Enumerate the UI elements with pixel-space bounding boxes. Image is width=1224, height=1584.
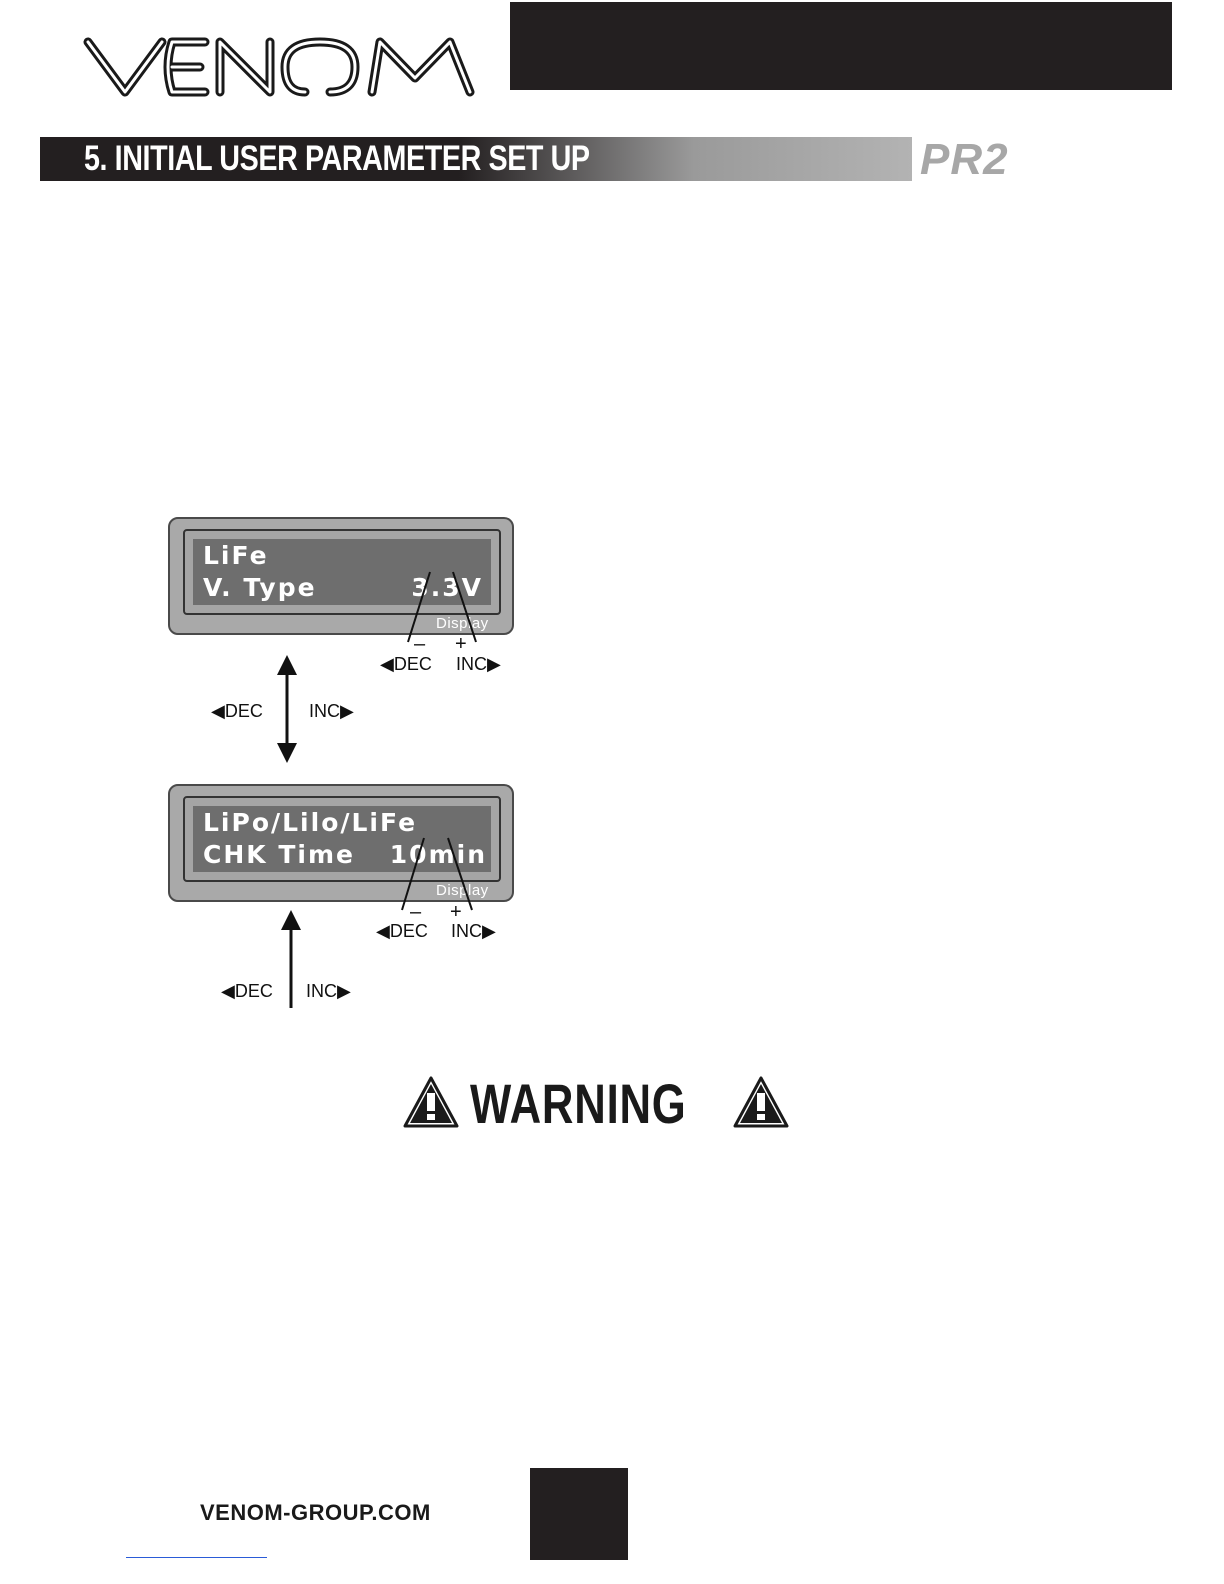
pr2-logo: PR2 bbox=[920, 135, 1009, 184]
footer-website-link[interactable]: VENOM-GROUP.COM bbox=[200, 1500, 431, 1525]
dec-inc-leader-lines bbox=[380, 568, 520, 650]
plus-sign: + bbox=[450, 901, 462, 923]
lcd-line-2-label: V. Type bbox=[203, 573, 317, 602]
lcd-line-1: LiFe bbox=[203, 541, 269, 570]
minus-sign: – bbox=[410, 901, 422, 923]
inc-button[interactable]: INC▶ bbox=[456, 654, 501, 674]
nav-dec-button[interactable]: ◀DEC bbox=[211, 701, 263, 721]
footer-link-underline bbox=[126, 1557, 267, 1558]
plus-sign: + bbox=[455, 633, 467, 655]
dec-button[interactable]: ◀DEC bbox=[376, 921, 428, 941]
nav-dec-button[interactable]: ◀DEC bbox=[221, 981, 273, 1001]
nav-inc-button[interactable]: INC▶ bbox=[309, 701, 354, 721]
header-bar bbox=[510, 2, 1172, 90]
warning-heading: WARNING bbox=[470, 1072, 687, 1135]
lcd-line-2-value: 10min bbox=[389, 840, 487, 869]
warning-triangle-icon bbox=[402, 1075, 460, 1129]
warning-triangle-icon bbox=[732, 1075, 790, 1129]
lcd-line-1: LiPo/Lilo/LiFe bbox=[203, 808, 418, 837]
lcd-line-2-value: 3.3V bbox=[411, 573, 483, 602]
inc-button[interactable]: INC▶ bbox=[451, 921, 496, 941]
up-arrow-icon bbox=[276, 910, 306, 1008]
up-down-arrow-icon bbox=[272, 655, 302, 763]
nav-inc-button[interactable]: INC▶ bbox=[306, 981, 351, 1001]
display-label: Display bbox=[436, 882, 489, 899]
dec-inc-leader-lines bbox=[376, 834, 516, 916]
page-number-box bbox=[530, 1468, 628, 1560]
section-title: 5. INITIAL USER PARAMETER SET UP bbox=[84, 139, 590, 178]
venom-logo bbox=[80, 30, 490, 102]
display-label: Display bbox=[436, 615, 489, 632]
lcd-line-2-label: CHK Time bbox=[203, 840, 355, 869]
dec-button[interactable]: ◀DEC bbox=[380, 654, 432, 674]
minus-sign: – bbox=[414, 633, 426, 655]
